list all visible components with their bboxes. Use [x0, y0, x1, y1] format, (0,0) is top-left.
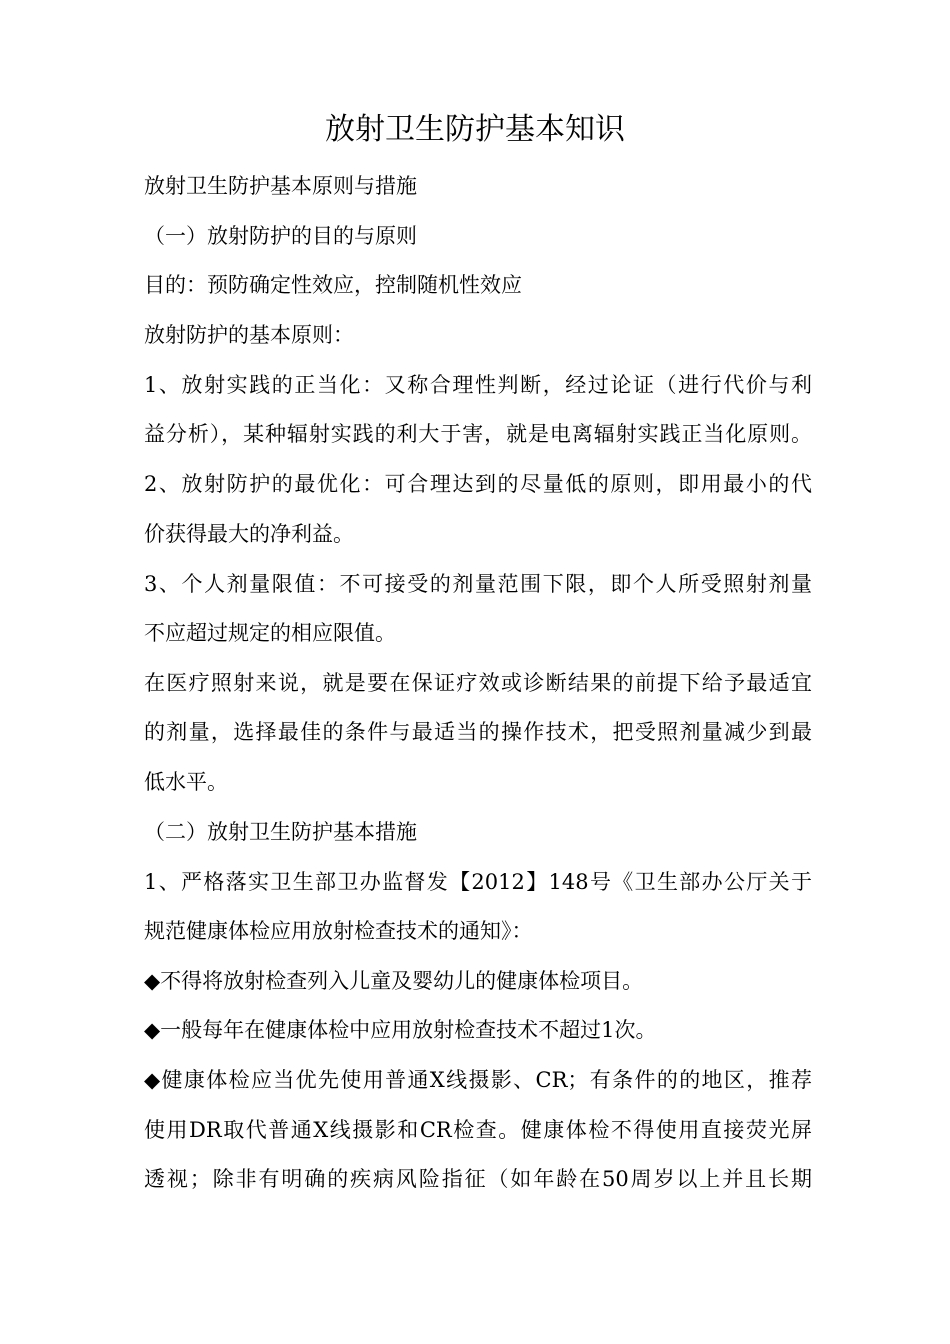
paragraph-line: 的剂量，选择最佳的条件与最适当的操作技术，把受照剂量减少到最	[144, 720, 812, 744]
paragraph-line: 益分析），某种辐射实践的利大于害，就是电离辐射实践正当化原则。	[144, 422, 812, 446]
paragraph-line: 价获得最大的净利益。	[144, 522, 354, 546]
paragraph-line: 规范健康体检应用放射检查技术的通知》：	[144, 919, 533, 943]
subsection-heading-measures: （二）放射卫生防护基本措施	[144, 820, 417, 844]
paragraph-purpose: 目的：预防确定性效应，控制随机性效应	[144, 273, 522, 297]
paragraph-line: 在医疗照射来说，就是要在保证疗效或诊断结果的前提下给予最适宜	[144, 671, 812, 695]
section-heading-principles-measures: 放射卫生防护基本原则与措施	[144, 174, 417, 198]
bullet-item: ◆一般每年在健康体检中应用放射检查技术不超过1次。	[144, 1018, 657, 1042]
paragraph-line: 3、个人剂量限值：不可接受的剂量范围下限，即个人所受照射剂量	[144, 572, 812, 596]
paragraph-line: 透视；除非有明确的疾病风险指征（如年龄在50周岁以上并且长期	[144, 1167, 812, 1191]
paragraph-line: 不应超过规定的相应限值。	[144, 621, 396, 645]
paragraph-line: 1、严格落实卫生部卫办监督发【2012】148号《卫生部办公厅关于	[144, 870, 812, 894]
document-title: 放射卫生防护基本知识	[325, 112, 625, 147]
paragraph-line: 低水平。	[144, 770, 228, 794]
paragraph-line: 1、放射实践的正当化：又称合理性判断，经过论证（进行代价与利	[144, 373, 812, 397]
subsection-heading-purpose-principles: （一）放射防护的目的与原则	[144, 224, 417, 248]
bullet-item: ◆健康体检应当优先使用普通X线摄影、CR；有条件的的地区，推荐	[144, 1068, 812, 1092]
paragraph-line: 2、放射防护的最优化：可合理达到的尽量低的原则，即用最小的代	[144, 472, 812, 496]
paragraph-basic-principles-label: 放射防护的基本原则：	[144, 323, 354, 347]
paragraph-line: 使用DR取代普通X线摄影和CR检查。健康体检不得使用直接荧光屏	[144, 1118, 812, 1142]
bullet-item: ◆不得将放射检查列入儿童及婴幼儿的健康体检项目。	[144, 969, 644, 993]
